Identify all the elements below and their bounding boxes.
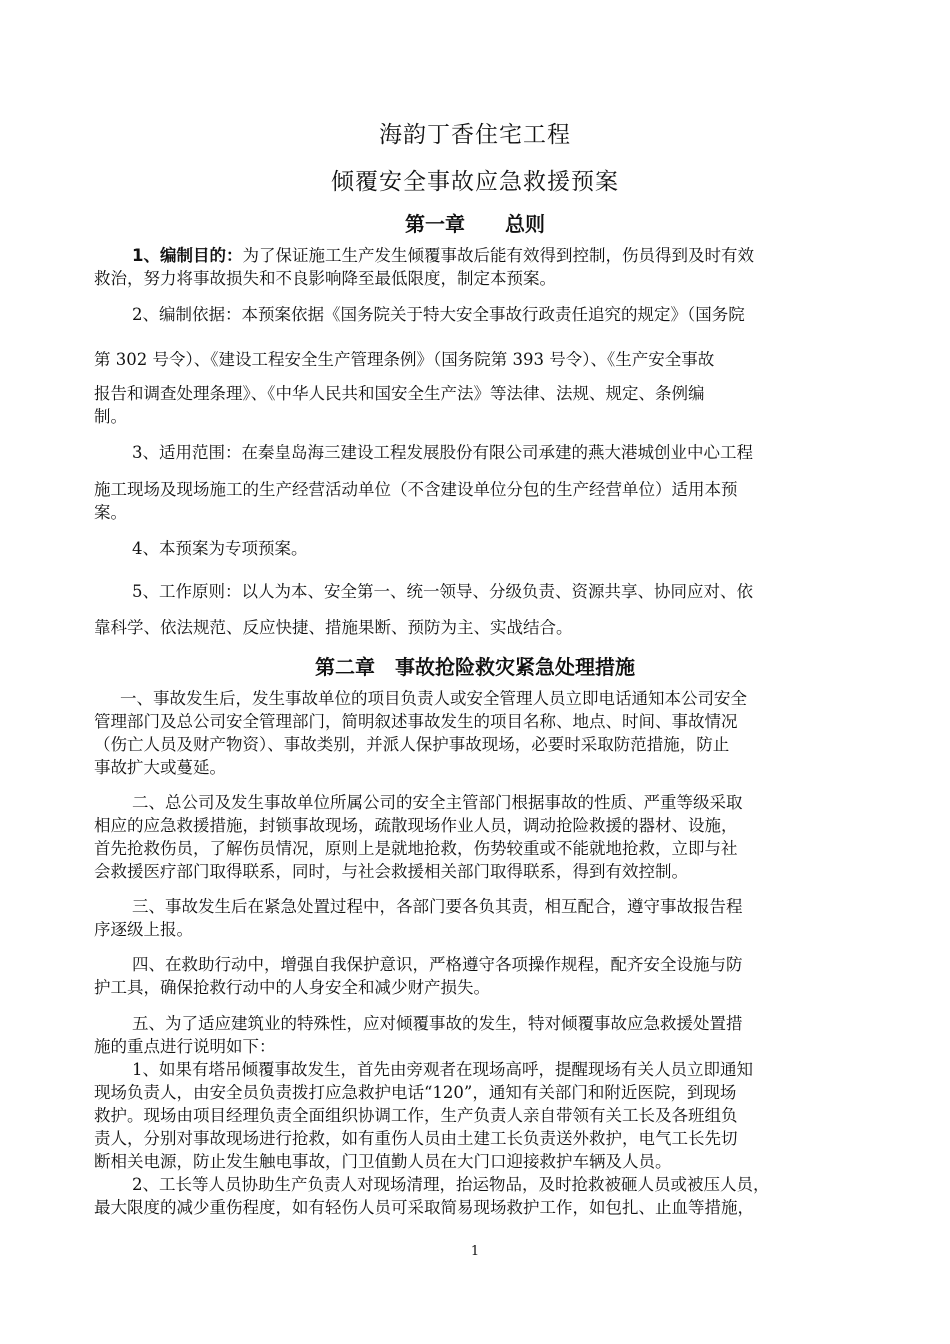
section-1-line: 管理部门及总公司安全管理部门，简明叙述事故发生的项目名称、地点、时间、事故情况 [94,712,738,731]
paragraph-principles-line: 5、工作原则：以人为本、安全第一、统一领导、分级负责、资源共享、协同应对、依 [132,582,753,601]
section-1-line: 一、事故发生后，发生事故单位的项目负责人或安全管理人员立即电话通知本公司安全 [120,689,747,708]
section-5-line: 五、为了适应建筑业的特殊性，应对倾覆事故的发生，特对倾覆事故应急救援处置措 [132,1014,743,1033]
section-4-line: 四、在救助行动中，增强自我保护意识，严格遵守各项操作规程，配齐安全设施与防 [132,955,743,974]
purpose-text: 为了保证施工生产发生倾覆事故后能有效得到控制，伤员得到及时有效 [242,246,754,265]
item-1-line: 断相关电源，防止发生触电事故，门卫值勤人员在大门口迎接救护车辆及人员。 [94,1152,672,1171]
chapter-1-heading: 第一章 总则 [405,212,545,236]
chapter-2-heading: 第二章 事故抢险救灾紧急处理措施 [315,655,635,679]
item-1-line: 1、如果有塔吊倾覆事故发生，首先由旁观者在现场高呼，提醒现场有关人员立即通知 [132,1060,753,1079]
paragraph-scope-line: 施工现场及现场施工的生产经营活动单位（不含建设单位分包的生产经营单位）适用本预 [94,480,738,499]
paragraph-principles-line: 靠科学、依法规范、反应快捷、措施果断、预防为主、实战结合。 [94,618,573,637]
item-1-line: 现场负责人，由安全员负责拨打应急救护电话“120”，通知有关部门和附近医院，到现场 [94,1083,737,1102]
paragraph-basis-line: 制。 [94,407,127,426]
paragraph-basis-line: 2、编制依据：本预案依据《国务院关于特大安全事故行政责任追究的规定》（国务院 [132,305,745,324]
section-5-line: 施的重点进行说明如下： [94,1037,276,1056]
section-4-line: 护工具，确保抢救行动中的人身安全和减少财产损失。 [94,978,490,997]
item-1-line: 救护。现场由项目经理负责全面组织协调工作，生产负责人亲自带领有关工长及各班组负 [94,1106,738,1125]
section-2-line: 相应的应急救援措施，封锁事故现场，疏散现场作业人员，调动抢险救援的器材、设施， [94,816,738,835]
section-1-line: 事故扩大或蔓延。 [94,758,226,777]
paragraph-purpose-line [132,245,754,267]
section-1-line: （伤亡人员及财产物资）、事故类别，并派人保护事故现场，必要时采取防范措施，防止 [94,735,730,754]
paragraph-basis-line: 第 302 号令）、《建设工程安全生产管理条例》（国务院第 393 号令）、《生产安全事故 [94,350,715,369]
document-subtitle: 倾覆安全事故应急救援预案 [331,169,619,195]
paragraph-special-plan: 4、本预案为专项预案。 [132,539,308,558]
purpose-label: 1、编制目的： [132,246,243,265]
section-3-line: 序逐级上报。 [94,920,193,939]
paragraph-scope-line: 案。 [94,503,127,522]
item-2-line: 2、工长等人员协助生产负责人对现场清理，抬运物品，及时抢救被砸人员或被压人员， [132,1175,770,1194]
section-3-line: 三、事故发生后在紧急处置过程中，各部门要各负其责，相互配合，遵守事故报告程 [132,897,743,916]
section-2-line: 会救援医疗部门取得联系，同时，与社会救援相关部门取得联系，得到有效控制。 [94,862,688,881]
paragraph-purpose-line: 救治，努力将事故损失和不良影响降至最低限度，制定本预案。 [94,269,556,288]
page-number: 1 [470,1244,480,1259]
section-2-line: 首先抢救伤员，了解伤员情况，原则上是就地抢救，伤势较重或不能就地抢救，立即与社 [94,839,738,858]
section-2-line: 二、总公司及发生事故单位所属公司的安全主管部门根据事故的性质、严重等级采取 [132,793,743,812]
paragraph-scope-line: 3、适用范围：在秦皇岛海三建设工程发展股份有限公司承建的燕大港城创业中心工程 [132,443,753,462]
document-title: 海韵丁香住宅工程 [379,122,571,148]
paragraph-basis-line: 报告和调查处理条理》、《中华人民共和国安全生产法》等法律、法规、规定、条例编 [94,384,705,403]
item-1-line: 责人，分别对事故现场进行抢救，如有重伤人员由土建工长负责送外救护，电气工长先切 [94,1129,738,1148]
item-2-line: 最大限度的减少重伤程度，如有轻伤人员可采取简易现场救护工作，如包扎、止血等措施， [94,1198,754,1217]
